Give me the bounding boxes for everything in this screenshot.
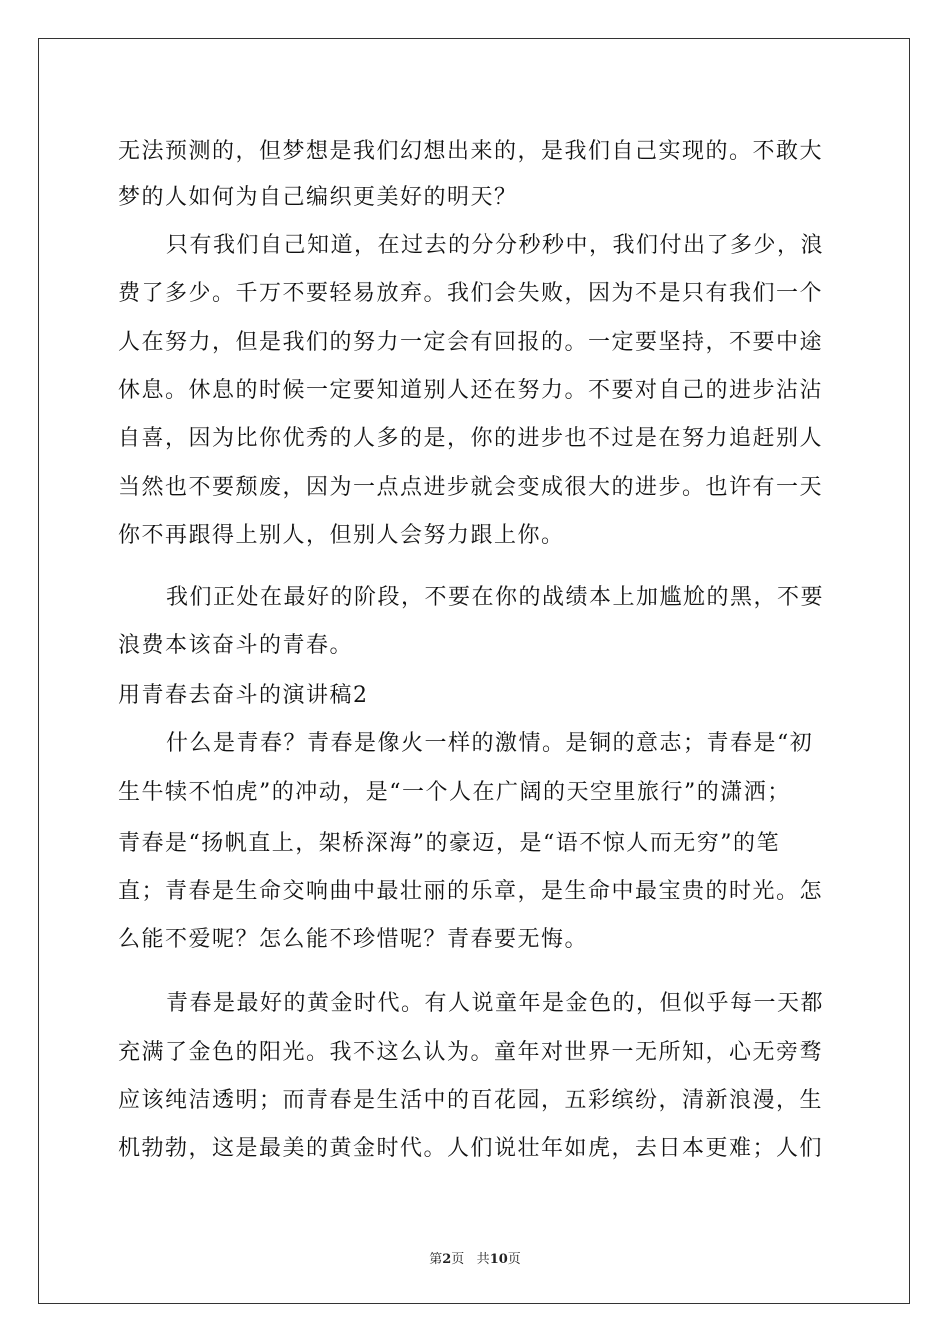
text-line: 自喜，因为比你优秀的人多的是，你的进步也不过是在努力追赶别人: [118, 426, 824, 451]
page-number: 2: [442, 1252, 452, 1267]
text-line: 青春是最好的黄金时代。有人说童年是金色的，但似乎每一天都: [166, 991, 825, 1016]
text-line: 青春是“扬帆直上，架桥深海”的豪迈，是“语不惊人而无穷”的笔: [118, 831, 780, 856]
text-line: 应该纯洁透明；而青春是生活中的百花园，五彩缤纷，清新浪漫，生: [118, 1088, 824, 1113]
text-line: 当然也不要颓废，因为一点点进步就会变成很大的进步。也许有一天: [118, 475, 824, 500]
text-line: 生牛犊不怕虎”的冲动，是“一个人在广阔的天空里旅行”的潇洒；: [118, 780, 791, 805]
total-pages: 10: [489, 1252, 508, 1267]
page-label-prefix: 第: [429, 1252, 443, 1267]
total-label-prefix: 共: [476, 1252, 490, 1267]
text-line: 人在努力，但是我们的努力一定会有回报的。一定要坚持，不要中途: [118, 330, 824, 355]
text-line: 充满了金色的阳光。我不这么认为。童年对世界一无所知，心无旁骛: [118, 1040, 824, 1065]
text-line: 直；青春是生命交响曲中最壮丽的乐章，是生命中最宝贵的时光。怎: [118, 879, 824, 904]
text-line: 浪费本该奋斗的青春。: [118, 633, 354, 658]
text-line: 么能不爱呢？怎么能不珍惜呢？青春要无悔。: [118, 927, 589, 952]
text-line: 我们正处在最好的阶段，不要在你的战绩本上加尴尬的黑，不要: [166, 585, 825, 610]
page-label-suffix: 页: [451, 1252, 465, 1267]
text-line: 什么是青春？青春是像火一样的激情。是铜的意志；青春是“初: [166, 731, 814, 756]
section-heading: 用青春去奋斗的演讲稿2: [118, 683, 369, 708]
text-line: 费了多少。千万不要轻易放弃。我们会失败，因为不是只有我们一个: [118, 281, 824, 306]
text-line: 你不再跟得上别人，但别人会努力跟上你。: [118, 523, 565, 548]
page-footer: [0, 1248, 950, 1267]
text-line: 休息。休息的时候一定要知道别人还在努力。不要对自己的进步沾沾: [118, 378, 824, 403]
text-line: 只有我们自己知道，在过去的分分秒秒中，我们付出了多少，浪: [166, 233, 825, 258]
total-label-suffix: 页: [507, 1252, 521, 1267]
text-line: 梦的人如何为自己编织更美好的明天？: [118, 185, 518, 210]
text-line: 机勃勃，这是最美的黄金时代。人们说壮年如虎，去日本更难；人们: [118, 1136, 824, 1161]
text-line: 无法预测的，但梦想是我们幻想出来的，是我们自己实现的。不敢大: [118, 139, 824, 164]
